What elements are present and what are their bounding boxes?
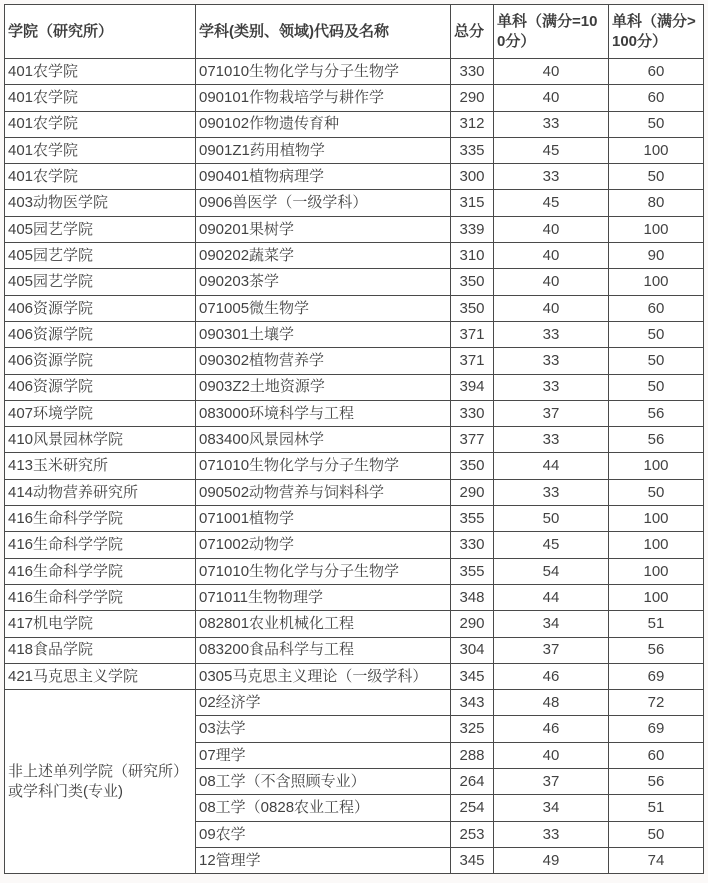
table-row xyxy=(5,321,704,347)
single-gt100-cell: 72 xyxy=(609,690,704,716)
single-gt100-cell: 100 xyxy=(609,137,704,163)
table-row xyxy=(5,190,704,216)
single-gt100-cell: 69 xyxy=(609,716,704,742)
table-header xyxy=(5,5,704,59)
college-cell: 406资源学院 xyxy=(5,295,196,321)
college-cell: 401农学院 xyxy=(5,111,196,137)
single-gt100-cell: 100 xyxy=(609,453,704,479)
total-score-cell: 377 xyxy=(451,427,494,453)
table-row xyxy=(5,479,704,505)
column-header-single-gt100: 单科（满分>100分） xyxy=(609,5,704,59)
subject-cell: 082801农业机械化工程 xyxy=(196,611,451,637)
table-row xyxy=(5,611,704,637)
table-row xyxy=(5,269,704,295)
single-gt100-cell: 60 xyxy=(609,59,704,85)
subject-cell: 071002动物学 xyxy=(196,532,451,558)
header-row xyxy=(5,5,704,59)
single-gt100-cell: 69 xyxy=(609,663,704,689)
single-eq100-cell: 46 xyxy=(494,663,609,689)
college-cell: 416生命科学学院 xyxy=(5,558,196,584)
single-eq100-cell: 40 xyxy=(494,216,609,242)
single-gt100-cell: 90 xyxy=(609,243,704,269)
single-eq100-cell: 45 xyxy=(494,137,609,163)
table-row xyxy=(5,690,704,716)
subject-cell: 0901Z1药用植物学 xyxy=(196,137,451,163)
total-score-cell: 290 xyxy=(451,479,494,505)
table-row xyxy=(5,216,704,242)
college-cell: 410风景园林学院 xyxy=(5,427,196,453)
single-gt100-cell: 100 xyxy=(609,216,704,242)
college-cell: 406资源学院 xyxy=(5,374,196,400)
total-score-cell: 355 xyxy=(451,506,494,532)
single-gt100-cell: 100 xyxy=(609,558,704,584)
college-cell: 406资源学院 xyxy=(5,321,196,347)
total-score-cell: 264 xyxy=(451,769,494,795)
subject-cell: 083200食品科学与工程 xyxy=(196,637,451,663)
single-gt100-cell: 51 xyxy=(609,611,704,637)
table-row xyxy=(5,453,704,479)
column-header-single-eq100: 单科（满分=100分） xyxy=(494,5,609,59)
total-score-cell: 300 xyxy=(451,164,494,190)
subject-cell: 09农学 xyxy=(196,821,451,847)
subject-cell: 02经济学 xyxy=(196,690,451,716)
single-eq100-cell: 45 xyxy=(494,190,609,216)
total-score-cell: 355 xyxy=(451,558,494,584)
total-score-cell: 335 xyxy=(451,137,494,163)
total-score-cell: 330 xyxy=(451,59,494,85)
subject-cell: 03法学 xyxy=(196,716,451,742)
total-score-cell: 315 xyxy=(451,190,494,216)
table-row xyxy=(5,637,704,663)
single-eq100-cell: 33 xyxy=(494,427,609,453)
total-score-cell: 290 xyxy=(451,85,494,111)
total-score-cell: 348 xyxy=(451,584,494,610)
table-row xyxy=(5,243,704,269)
college-cell: 416生命科学学院 xyxy=(5,506,196,532)
subject-cell: 071010生物化学与分子生物学 xyxy=(196,453,451,479)
subject-cell: 090202蔬菜学 xyxy=(196,243,451,269)
subject-cell: 071010生物化学与分子生物学 xyxy=(196,558,451,584)
single-gt100-cell: 50 xyxy=(609,164,704,190)
single-eq100-cell: 49 xyxy=(494,847,609,873)
column-header-total: 总分 xyxy=(451,5,494,59)
table-row xyxy=(5,506,704,532)
single-eq100-cell: 33 xyxy=(494,321,609,347)
single-eq100-cell: 34 xyxy=(494,611,609,637)
total-score-cell: 371 xyxy=(451,321,494,347)
table-row xyxy=(5,400,704,426)
table-row xyxy=(5,85,704,111)
single-gt100-cell: 100 xyxy=(609,269,704,295)
table-row xyxy=(5,584,704,610)
subject-cell: 090401植物病理学 xyxy=(196,164,451,190)
total-score-cell: 253 xyxy=(451,821,494,847)
single-gt100-cell: 50 xyxy=(609,479,704,505)
single-gt100-cell: 100 xyxy=(609,584,704,610)
subject-cell: 071010生物化学与分子生物学 xyxy=(196,59,451,85)
total-score-cell: 339 xyxy=(451,216,494,242)
single-eq100-cell: 40 xyxy=(494,295,609,321)
single-eq100-cell: 46 xyxy=(494,716,609,742)
total-score-cell: 350 xyxy=(451,453,494,479)
college-cell: 401农学院 xyxy=(5,85,196,111)
total-score-cell: 310 xyxy=(451,243,494,269)
subject-cell: 090102作物遗传育种 xyxy=(196,111,451,137)
college-cell: 403动物医学院 xyxy=(5,190,196,216)
single-gt100-cell: 60 xyxy=(609,742,704,768)
subject-cell: 07理学 xyxy=(196,742,451,768)
subject-cell: 090201果树学 xyxy=(196,216,451,242)
subject-cell: 0906兽医学（一级学科） xyxy=(196,190,451,216)
single-gt100-cell: 56 xyxy=(609,769,704,795)
subject-cell: 071011生物物理学 xyxy=(196,584,451,610)
college-cell: 401农学院 xyxy=(5,59,196,85)
total-score-cell: 350 xyxy=(451,295,494,321)
college-cell: 418食品学院 xyxy=(5,637,196,663)
single-eq100-cell: 40 xyxy=(494,85,609,111)
single-eq100-cell: 33 xyxy=(494,164,609,190)
subject-cell: 08工学（0828农业工程） xyxy=(196,795,451,821)
college-cell: 414动物营养研究所 xyxy=(5,479,196,505)
table-row xyxy=(5,295,704,321)
college-cell: 405园艺学院 xyxy=(5,216,196,242)
subject-cell: 083000环境科学与工程 xyxy=(196,400,451,426)
total-score-cell: 345 xyxy=(451,663,494,689)
table-row xyxy=(5,111,704,137)
college-cell: 401农学院 xyxy=(5,137,196,163)
college-cell: 407环境学院 xyxy=(5,400,196,426)
single-eq100-cell: 34 xyxy=(494,795,609,821)
subject-cell: 071001植物学 xyxy=(196,506,451,532)
table-row xyxy=(5,427,704,453)
single-eq100-cell: 33 xyxy=(494,821,609,847)
single-eq100-cell: 37 xyxy=(494,769,609,795)
single-eq100-cell: 50 xyxy=(494,506,609,532)
admission-score-table xyxy=(4,4,704,874)
single-eq100-cell: 40 xyxy=(494,742,609,768)
college-cell: 417机电学院 xyxy=(5,611,196,637)
table-row xyxy=(5,558,704,584)
table-body xyxy=(5,59,704,874)
single-eq100-cell: 44 xyxy=(494,584,609,610)
total-score-cell: 345 xyxy=(451,847,494,873)
subject-cell: 0305马克思主义理论（一级学科） xyxy=(196,663,451,689)
single-eq100-cell: 40 xyxy=(494,269,609,295)
single-gt100-cell: 50 xyxy=(609,374,704,400)
single-eq100-cell: 54 xyxy=(494,558,609,584)
subject-cell: 090203茶学 xyxy=(196,269,451,295)
single-gt100-cell: 50 xyxy=(609,111,704,137)
table-row xyxy=(5,374,704,400)
college-cell: 405园艺学院 xyxy=(5,269,196,295)
column-header-subject: 学科(类别、领域)代码及名称 xyxy=(196,5,451,59)
single-gt100-cell: 60 xyxy=(609,85,704,111)
single-eq100-cell: 33 xyxy=(494,111,609,137)
single-eq100-cell: 40 xyxy=(494,59,609,85)
total-score-cell: 330 xyxy=(451,400,494,426)
table-row xyxy=(5,59,704,85)
college-cell: 416生命科学学院 xyxy=(5,584,196,610)
single-gt100-cell: 100 xyxy=(609,506,704,532)
total-score-cell: 325 xyxy=(451,716,494,742)
single-gt100-cell: 100 xyxy=(609,532,704,558)
single-gt100-cell: 74 xyxy=(609,847,704,873)
table-row xyxy=(5,348,704,374)
total-score-cell: 343 xyxy=(451,690,494,716)
college-cell: 401农学院 xyxy=(5,164,196,190)
single-gt100-cell: 50 xyxy=(609,821,704,847)
college-cell: 413玉米研究所 xyxy=(5,453,196,479)
single-eq100-cell: 45 xyxy=(494,532,609,558)
subject-cell: 083400风景园林学 xyxy=(196,427,451,453)
total-score-cell: 350 xyxy=(451,269,494,295)
college-cell: 405园艺学院 xyxy=(5,243,196,269)
subject-cell: 12管理学 xyxy=(196,847,451,873)
single-gt100-cell: 80 xyxy=(609,190,704,216)
subject-cell: 090302植物营养学 xyxy=(196,348,451,374)
single-eq100-cell: 33 xyxy=(494,479,609,505)
single-eq100-cell: 33 xyxy=(494,374,609,400)
total-score-cell: 288 xyxy=(451,742,494,768)
table-row xyxy=(5,164,704,190)
total-score-cell: 394 xyxy=(451,374,494,400)
subject-cell: 08工学（不含照顾专业） xyxy=(196,769,451,795)
subject-cell: 0903Z2土地资源学 xyxy=(196,374,451,400)
table-row xyxy=(5,137,704,163)
single-gt100-cell: 50 xyxy=(609,321,704,347)
subject-cell: 071005微生物学 xyxy=(196,295,451,321)
table-row xyxy=(5,532,704,558)
subject-cell: 090101作物栽培学与耕作学 xyxy=(196,85,451,111)
total-score-cell: 290 xyxy=(451,611,494,637)
total-score-cell: 312 xyxy=(451,111,494,137)
single-eq100-cell: 44 xyxy=(494,453,609,479)
total-score-cell: 304 xyxy=(451,637,494,663)
college-cell: 421马克思主义学院 xyxy=(5,663,196,689)
single-eq100-cell: 37 xyxy=(494,637,609,663)
total-score-cell: 371 xyxy=(451,348,494,374)
total-score-cell: 330 xyxy=(451,532,494,558)
single-gt100-cell: 60 xyxy=(609,295,704,321)
subject-cell: 090502动物营养与饲料科学 xyxy=(196,479,451,505)
total-score-cell: 254 xyxy=(451,795,494,821)
single-gt100-cell: 56 xyxy=(609,400,704,426)
single-gt100-cell: 56 xyxy=(609,637,704,663)
single-eq100-cell: 33 xyxy=(494,348,609,374)
college-cell: 416生命科学学院 xyxy=(5,532,196,558)
single-gt100-cell: 50 xyxy=(609,348,704,374)
single-eq100-cell: 37 xyxy=(494,400,609,426)
table-row xyxy=(5,663,704,689)
column-header-college: 学院（研究所） xyxy=(5,5,196,59)
single-eq100-cell: 40 xyxy=(494,243,609,269)
single-gt100-cell: 56 xyxy=(609,427,704,453)
college-cell: 406资源学院 xyxy=(5,348,196,374)
single-eq100-cell: 48 xyxy=(494,690,609,716)
subject-cell: 090301土壤学 xyxy=(196,321,451,347)
single-gt100-cell: 51 xyxy=(609,795,704,821)
merged-college-cell: 非上述单列学院（研究所）或学科门类(专业) xyxy=(5,690,196,874)
